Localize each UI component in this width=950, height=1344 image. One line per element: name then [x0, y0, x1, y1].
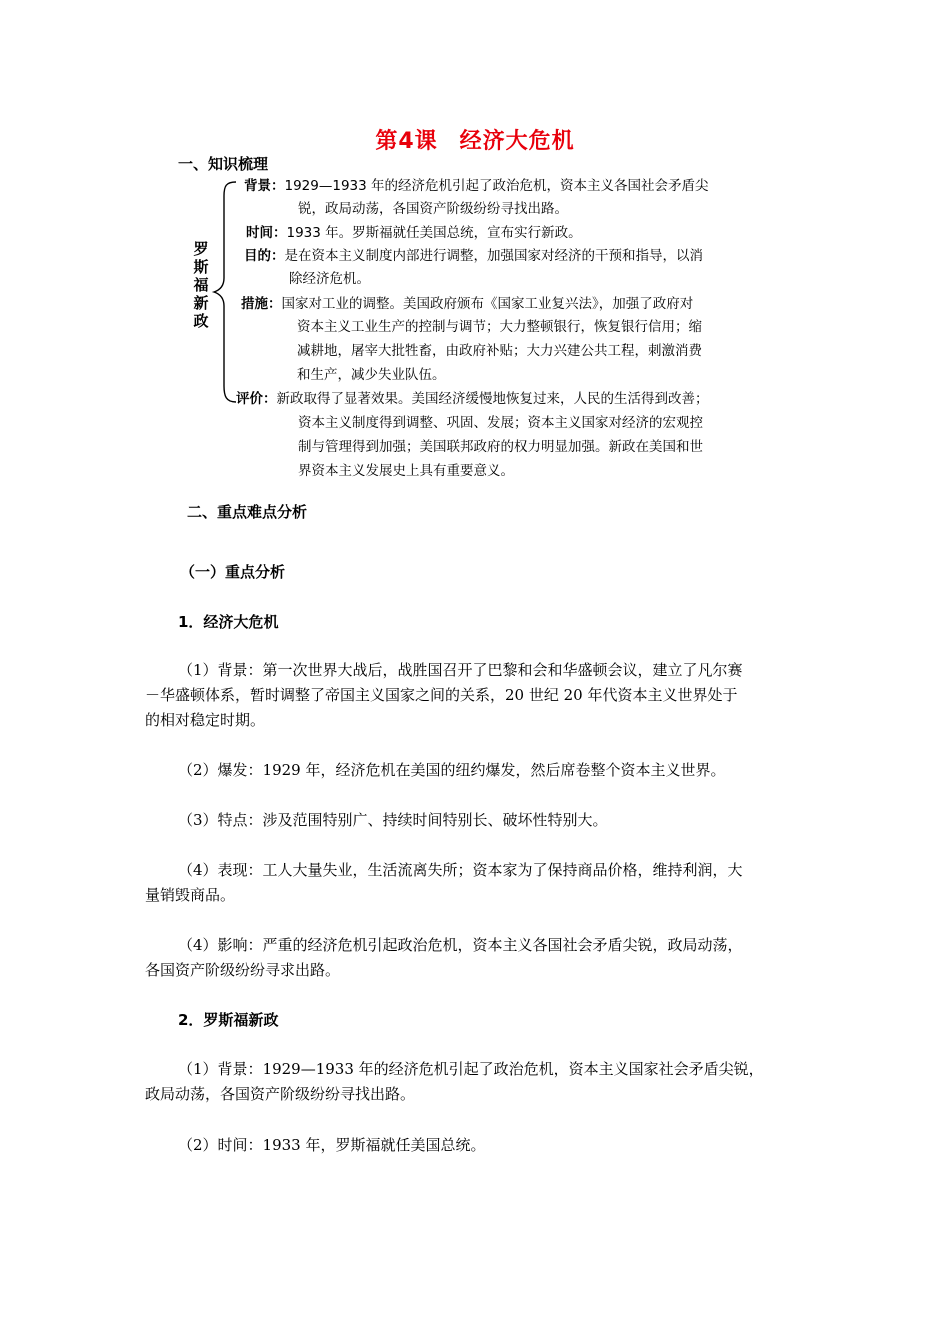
- diagram-purpose-line1: 目的：是在资本主义制度内部进行调整，加强国家对经济的干预和指导，以消: [244, 248, 703, 264]
- para-4-line2: 量销毁商品。: [145, 886, 236, 904]
- diagram-eval-line1: 评价：新政取得了显著效果。美国经济缓慢地恢复过来，人民的生活得到改善；: [236, 391, 709, 407]
- subsection-heading: （一）重点分析: [180, 563, 286, 581]
- diagram-measures-line1: 措施：国家对工业的调整。美国政府颁布《国家工业复兴法》，加强了政府对: [241, 296, 694, 312]
- diagram-background-line2: 锐，政局动荡，各国资产阶级纷纷寻找出路。: [298, 201, 568, 217]
- diagram-time-line: 时间：1933 年。罗斯福就任美国总统，宣布实行新政。: [246, 225, 582, 241]
- page-title: [0, 124, 950, 155]
- left-brace: [210, 180, 240, 405]
- lesson-number: 第4课: [375, 129, 438, 154]
- para-6-line2: 政局动荡，各国资产阶级纷纷寻找出路。: [145, 1085, 416, 1103]
- time-term: 时间：: [246, 225, 287, 241]
- diagram-eval-line3: 制与管理得到加强；美国联邦政府的权力明显加强。新政在美国和世: [298, 439, 703, 455]
- diagram-background-line1: 背景：1929—1933 年的经济危机引起了政治危机，资本主义各国社会矛盾尖: [244, 178, 709, 194]
- item-heading-2: 2．罗斯福新政: [178, 1011, 279, 1029]
- para-5-line1: （4）影响：严重的经济危机引起政治危机，资本主义各国社会矛盾尖锐，政局动荡，: [178, 936, 743, 954]
- section-heading-1: 一、知识梳理: [178, 155, 269, 173]
- para-5-line2: 各国资产阶级纷纷寻求出路。: [145, 961, 341, 979]
- para-4-line1: （4）表现：工人大量失业，生活流离失所；资本家为了保持商品价格，维持利润，大: [178, 861, 743, 879]
- para-7: （2）时间：1933 年，罗斯福就任美国总统。: [178, 1136, 486, 1154]
- eval-term: 评价：: [236, 391, 277, 407]
- section-heading-2: 二、重点难点分析: [187, 503, 308, 521]
- diagram-measures-line2: 资本主义工业生产的控制与调节；大力整顿银行，恢复银行信用；缩: [297, 319, 702, 335]
- diagram-purpose-line2: 除经济危机。: [289, 271, 370, 287]
- para-1-line2: －华盛顿体系，暂时调整了帝国主义国家之间的关系，20 世纪 20 年代资本主义世界处于: [145, 686, 738, 704]
- para-6-line1: （1）背景：1929—1933 年的经济危机引起了政治危机，资本主义国家社会矛盾尖锐，: [178, 1060, 764, 1078]
- diagram-label: 罗斯福新政: [193, 240, 209, 330]
- diagram-measures-line4: 和生产，减少失业队伍。: [297, 367, 446, 383]
- diagram-eval-line4: 界资本主义发展史上具有重要意义。: [298, 463, 514, 479]
- purpose-term: 目的：: [244, 248, 285, 264]
- diagram-eval-line2: 资本主义制度得到调整、巩固、发展；资本主义国家对经济的宏观控: [298, 415, 703, 431]
- item-heading-1: 1．经济大危机: [178, 613, 279, 631]
- para-1-line3: 的相对稳定时期。: [145, 711, 266, 729]
- diagram-measures-line3: 减耕地，屠宰大批牲畜，由政府补贴；大力兴建公共工程，刺激消费: [297, 343, 702, 359]
- para-2: （2）爆发：1929 年，经济危机在美国的纽约爆发，然后席卷整个资本主义世界。: [178, 761, 726, 779]
- para-3: （3）特点：涉及范围特别广、持续时间特别长、破坏性特别大。: [178, 811, 608, 829]
- para-1-line1: （1）背景：第一次世界大战后，战胜国召开了巴黎和会和华盛顿会议，建立了凡尔赛: [178, 661, 743, 679]
- background-term: 背景：: [244, 178, 285, 194]
- measures-term: 措施：: [241, 296, 282, 312]
- lesson-name: 经济大危机: [459, 129, 575, 154]
